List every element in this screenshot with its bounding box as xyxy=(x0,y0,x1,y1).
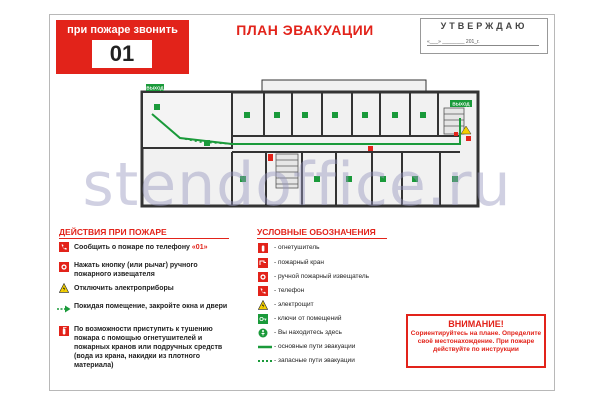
action-item-1-number: «01» xyxy=(191,244,208,251)
page-title: ПЛАН ЭВАКУАЦИИ xyxy=(236,22,374,38)
exit-sign-right-label: ВЫХОД xyxy=(452,101,470,107)
action-item-4: Покидая помещение, закройте окна и двери xyxy=(74,303,228,310)
alarm-button-icon xyxy=(59,262,69,272)
legend-electric-warning-icon xyxy=(258,300,268,310)
spare-route-icon xyxy=(258,359,272,363)
action-item-1-text: Сообщить о пожаре по телефону xyxy=(74,244,192,251)
fire-hydrant-icon xyxy=(258,258,268,268)
legend-phone-icon xyxy=(258,286,268,296)
action-item-3: Отключить электроприборы xyxy=(74,285,174,292)
legend-item-8: - основные пути эвакуации xyxy=(274,343,356,350)
actions-title: ДЕЙСТВИЯ ПРИ ПОЖАРЕ xyxy=(59,227,167,237)
legend-divider xyxy=(257,238,387,239)
approval-box xyxy=(420,18,548,54)
warning-box xyxy=(406,314,546,368)
legend-item-3: - ручной пожарный извещатель xyxy=(274,273,370,280)
legend-item-9: - запасные пути эвакуации xyxy=(274,357,355,364)
evacuation-arrow-icon xyxy=(57,304,71,314)
fire-call-label: при пожаре звонить xyxy=(67,24,178,36)
legend-item-6: - ключи от помещений xyxy=(274,315,342,322)
actions-divider xyxy=(59,238,229,239)
legend-item-2: - пожарный кран xyxy=(274,259,324,266)
legend-title: УСЛОВНЫЕ ОБОЗНАЧЕНИЯ xyxy=(257,227,376,237)
legend-item-1: - огнетушитель xyxy=(274,244,320,251)
approval-title: УТВЕРЖДАЮ xyxy=(440,21,528,31)
exit-sign-left-label: ВЫХОД xyxy=(146,85,164,91)
action-item-2: Нажать кнопку (или рычаг) ручного пожарного извещателя xyxy=(74,262,198,278)
legend-extinguisher-icon xyxy=(258,243,268,253)
legend-item-4: - телефон xyxy=(274,287,305,294)
action-item-5: По возможности приступить к тушению пожара с помощью огнетушителей и пожарных кранов или подручных средств (вода из крана, накидки из плотного материала) xyxy=(74,326,223,369)
you-are-here-icon xyxy=(258,328,268,338)
phone-icon xyxy=(59,242,69,252)
fire-call-box xyxy=(56,20,189,74)
warning-heading: ВНИМАНИЕ! xyxy=(448,319,504,329)
fire-call-number: 01 xyxy=(92,40,152,68)
keys-icon xyxy=(258,314,268,324)
watermark: stendoffice.ru xyxy=(82,150,512,220)
approval-date-line: «___» ________ 201_г. xyxy=(427,39,539,46)
main-route-icon xyxy=(258,345,272,349)
legend-alarm-button-icon xyxy=(258,272,268,282)
legend-item-7: - Вы находитесь здесь xyxy=(274,329,342,336)
warning-body: Сориентируйтесь на плане. Определите своё местонахождение. При пожаре действуйте по инструкции xyxy=(410,330,542,353)
extinguisher-icon xyxy=(59,326,69,336)
legend-item-5: - электрощит xyxy=(274,301,314,308)
action-item-1 xyxy=(74,243,234,252)
electric-warning-icon xyxy=(59,283,69,293)
